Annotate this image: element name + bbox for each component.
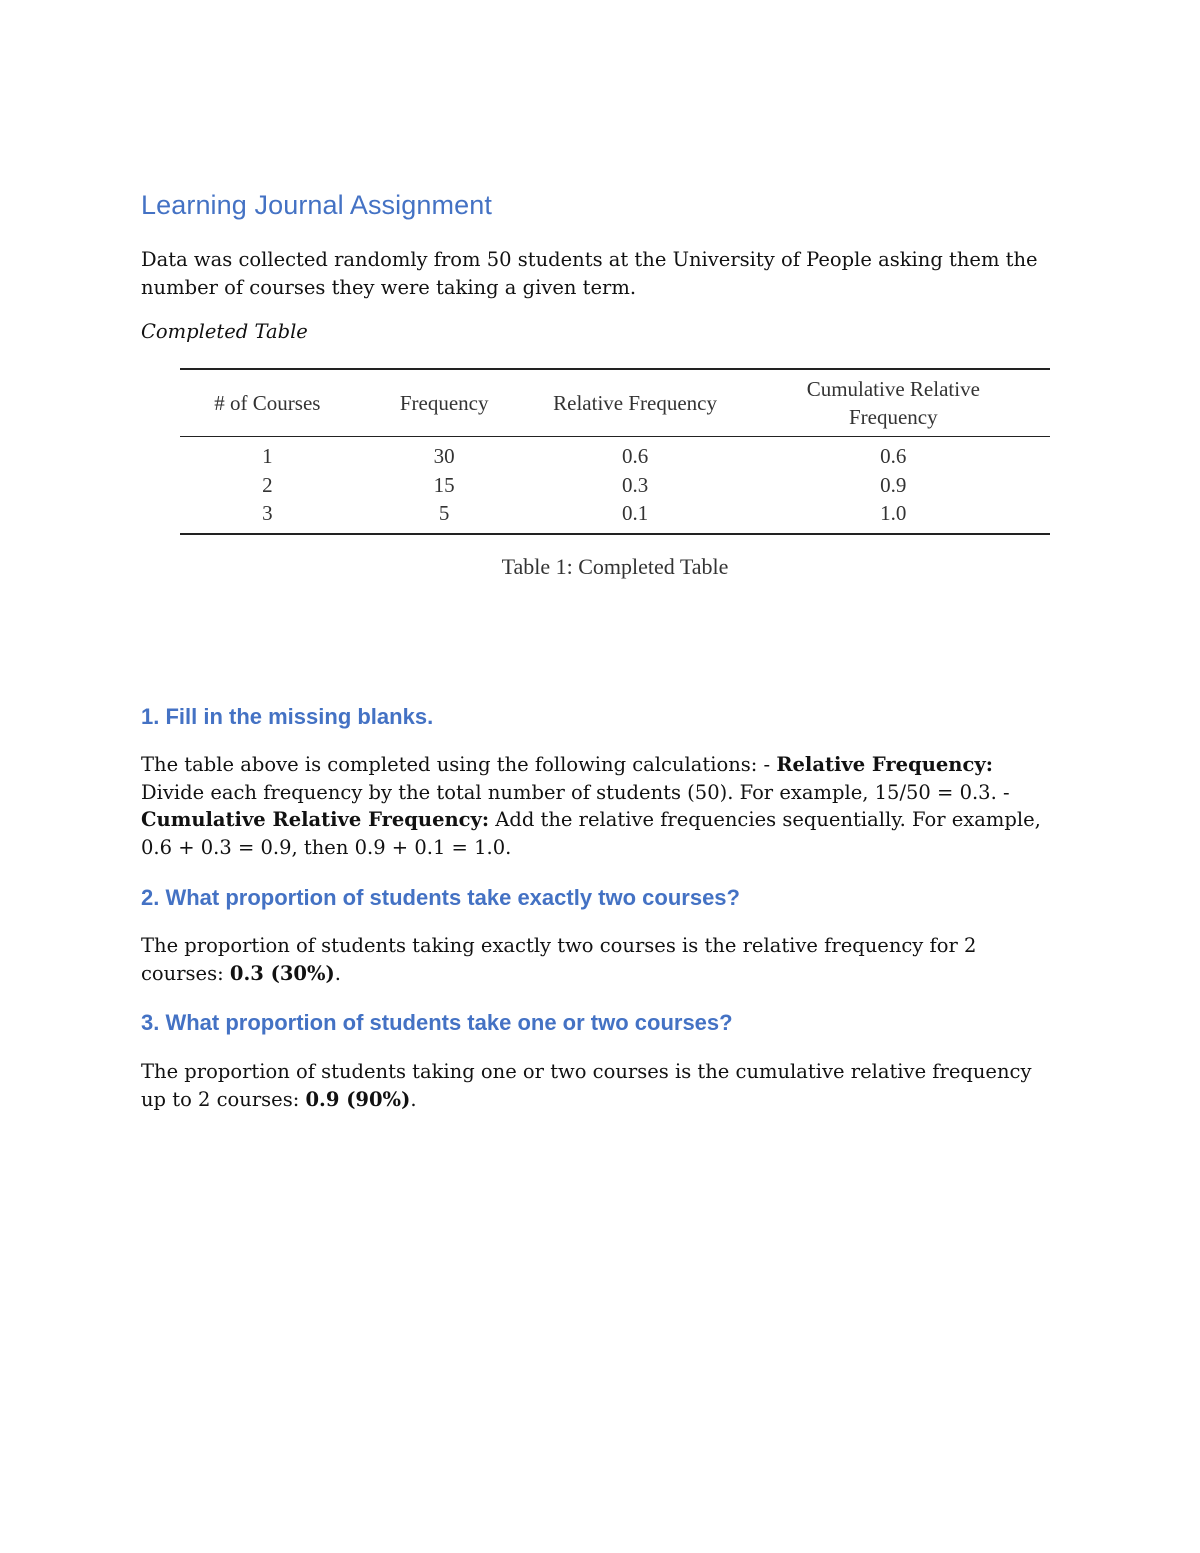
column-header-relative-frequency: Relative Frequency	[534, 369, 737, 437]
answer-text: .	[410, 1087, 417, 1111]
answer-bold-term: Relative Frequency:	[776, 753, 993, 776]
column-header-courses: # of Courses	[180, 369, 355, 437]
table-cell: 30	[433, 444, 455, 469]
table-cell: 2	[262, 472, 273, 497]
table-label: Completed Table	[141, 320, 308, 343]
answer-text: The proportion of students taking exactly two courses is the relative frequency for 2 courses:	[141, 934, 977, 985]
answer-text: Add the relative frequencies sequentially. For example, 0.6 + 0.3 = 0.9, then 0.9 + 0.1 = 1.0.	[141, 808, 1041, 859]
column-header-frequency: Frequency	[355, 369, 534, 437]
answer-bold-term: Cumulative Relative Frequency:	[141, 808, 490, 831]
column-header-cumulative-relative-frequency: Cumulative Relative Frequency	[737, 369, 1050, 437]
answer-text: The table above is completed using the following calculations: -	[141, 753, 777, 776]
question-2-heading: 2. What proportion of students take exactly two courses?	[141, 885, 740, 910]
answer-text: .	[334, 961, 341, 985]
table-row	[180, 471, 1050, 500]
frequency-table-container	[180, 368, 1050, 535]
table-cell: 1	[262, 444, 273, 469]
answer-text: Divide each frequency by the total number of students (50). For example, 15/50 = 0.3. -	[141, 780, 1010, 804]
answer-text: The proportion of students taking one or two courses is the cumulative relative frequency up to 2 courses:	[141, 1060, 1032, 1111]
question-3-heading: 3. What proportion of students take one or two courses?	[141, 1010, 733, 1035]
answer-bold-value: 0.9 (90%)	[305, 1087, 411, 1111]
table-cell: 5	[438, 501, 450, 526]
table-cell: 0.6	[621, 444, 649, 469]
answer-bold-value: 0.3 (30%)	[229, 961, 335, 985]
table-cell: 0.9	[880, 472, 907, 497]
table-cell: 3	[262, 501, 273, 526]
table-cell: 1.0	[880, 501, 907, 526]
table-caption: Table 1: Completed Table	[501, 554, 729, 579]
table-row	[180, 499, 1050, 534]
question-1-heading: 1. Fill in the missing blanks.	[141, 704, 434, 729]
table-row	[180, 437, 1050, 471]
table-header-row	[180, 369, 1050, 437]
document-title: Learning Journal Assignment	[141, 190, 492, 220]
intro-paragraph: Data was collected randomly from 50 students at the University of People asking them the number of courses they were taking a given term.	[141, 248, 1038, 299]
question-1-answer	[141, 751, 1061, 861]
table-cell: 0.6	[880, 444, 907, 469]
frequency-table	[180, 368, 1050, 535]
question-2-answer	[141, 932, 1061, 987]
table-cell: 0.1	[621, 501, 649, 526]
question-3-answer	[141, 1058, 1061, 1113]
table-cell: 15	[433, 472, 455, 497]
table-cell: 0.3	[621, 472, 649, 497]
